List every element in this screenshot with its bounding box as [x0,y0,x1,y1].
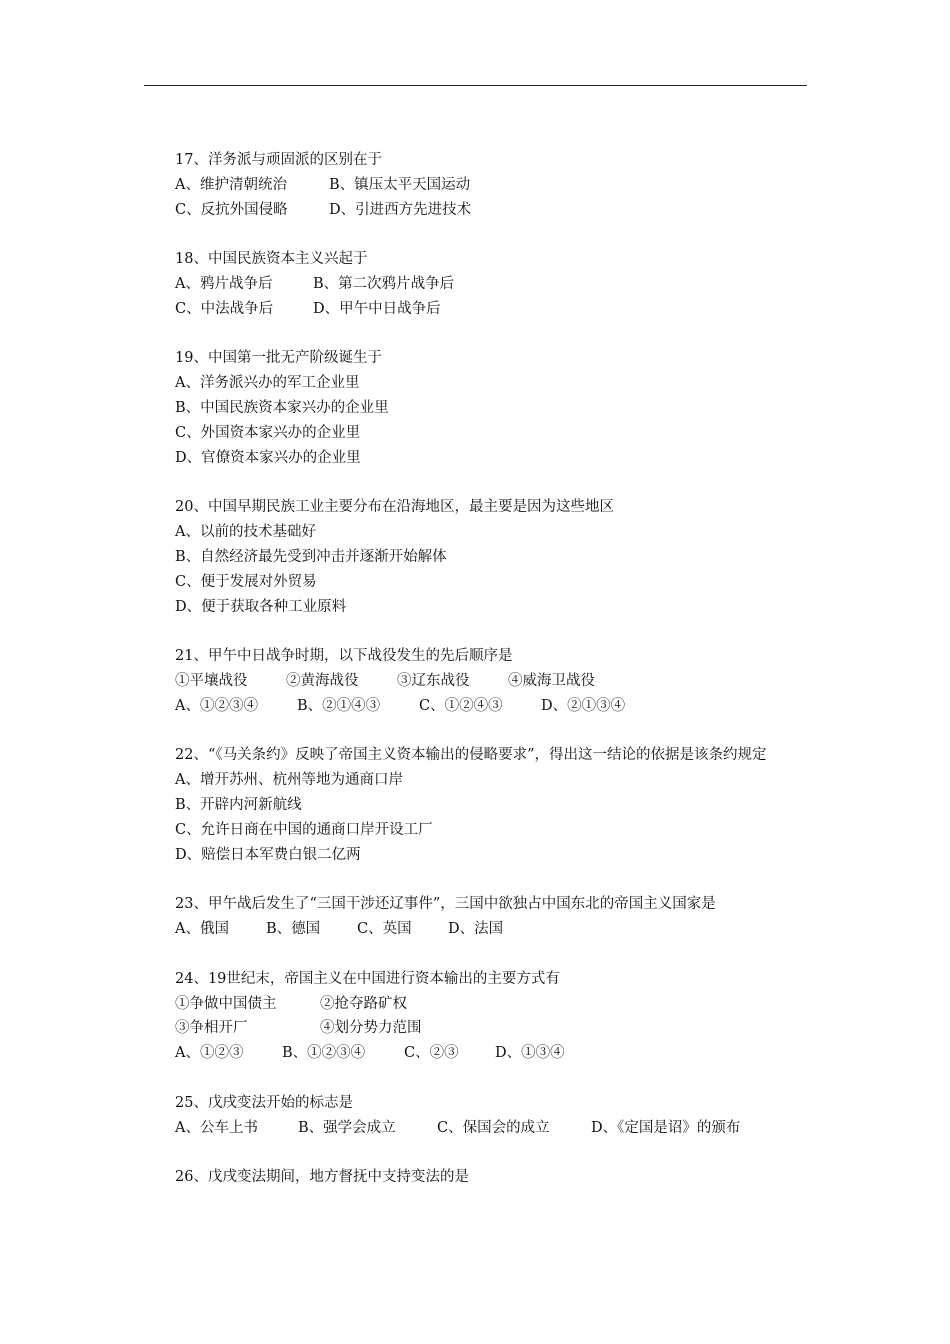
battle-3: ③辽东战役 [397,673,470,690]
question-stem: 20、中国早期民族工业主要分布在沿海地区，最主要是因为这些地区 [175,499,614,516]
item-row [144,1016,812,1041]
option-row [144,173,812,198]
option-c: C、中法战争后 [175,300,274,317]
option-b: B、第二次鸦片战争后 [313,276,455,293]
option-a: A、增开苏州、杭州等地为通商口岸 [175,772,403,789]
option-b: B、强学会成立 [298,1119,396,1136]
option-a: A、①②③ [175,1045,244,1062]
item-row [144,992,812,1017]
question-stem: 22、“《马关条约》反映了帝国主义资本输出的侵略要求”，得出这一结论的依据是该条约规定 [175,747,767,764]
option-c: C、保国会的成立 [437,1119,550,1136]
question-stem: 18、中国民族资本主义兴起于 [175,251,368,268]
item-4: ④划分势力范围 [320,1020,422,1037]
option-d: D、官僚资本家兴办的企业里 [175,449,361,466]
item-1: ①争做中国债主 [175,995,277,1012]
option-a: A、洋务派兴办的军工企业里 [175,375,360,392]
option-c: C、反抗外国侵略 [175,201,288,218]
option-d: D、引进西方先进技术 [329,201,472,218]
question-17 [144,148,812,223]
item-3: ③争相开厂 [175,1020,248,1037]
question-22 [144,743,812,867]
question-19 [144,346,812,470]
option-c: C、②③ [404,1045,459,1062]
option-row [144,297,812,322]
option-c: C、①②④③ [419,698,503,715]
option-c: C、英国 [357,921,412,938]
option-row [144,694,812,719]
option-b: B、开辟内河新航线 [175,797,302,814]
option-c: C、便于发展对外贸易 [175,573,317,590]
option-a: A、①②③④ [175,698,258,715]
option-b: B、②①④③ [297,698,381,715]
option-b: B、自然经济最先受到冲击并逐渐开始解体 [175,549,447,566]
battle-2: ②黄海战役 [286,673,359,690]
question-stem: 25、戊戌变法开始的标志是 [175,1094,353,1111]
option-d: D、法国 [448,921,504,938]
question-stem: 26、戊戌变法期间，地方督抚中支持变法的是 [175,1169,469,1186]
question-stem: 24、19世纪末，帝国主义在中国进行资本输出的主要方式有 [175,970,560,987]
question-20 [144,495,812,619]
option-a: A、鸦片战争后 [175,276,273,293]
option-row [144,272,812,297]
option-a: A、俄国 [175,921,229,938]
option-c: C、外国资本家兴办的企业里 [175,425,361,442]
battle-list-row [144,669,812,694]
option-row [144,1041,812,1066]
question-23 [144,892,812,942]
option-a: A、以前的技术基础好 [175,524,316,541]
option-a: A、维护清朝统治 [175,176,287,193]
question-list [144,148,812,1214]
option-row [144,1116,812,1141]
option-b: B、镇压太平天国运动 [329,176,471,193]
question-26 [144,1165,812,1190]
option-d: D、①③④ [495,1045,565,1062]
option-a: A、公车上书 [175,1119,258,1136]
option-d: D、赔偿日本军费白银二亿两 [175,847,361,863]
question-stem: 19、中国第一批无产阶级诞生于 [175,350,382,367]
option-d: D、甲午中日战争后 [313,300,441,317]
question-25 [144,1091,812,1141]
option-c: C、允许日商在中国的通商口岸开设工厂 [175,822,433,839]
question-stem: 23、甲午战后发生了“三国干涉还辽事件”，三国中欲独占中国东北的帝国主义国家是 [175,896,716,913]
option-b: B、①②③④ [282,1045,366,1062]
question-18 [144,247,812,322]
battle-4: ④威海卫战役 [508,673,595,690]
option-d: D、②①③④ [541,698,626,715]
question-stem: 17、洋务派与顽固派的区别在于 [175,152,382,168]
battle-1: ①平壤战役 [175,673,248,690]
option-b: B、德国 [266,921,321,938]
option-d: D、便于获取各种工业原料 [175,598,347,615]
option-d: D、《定国是诏》的颁布 [591,1119,741,1136]
question-stem: 21、甲午中日战争时期，以下战役发生的先后顺序是 [175,648,513,665]
question-21 [144,644,812,719]
option-b: B、中国民族资本家兴办的企业里 [175,400,389,417]
option-row [144,198,812,223]
item-2: ②抢夺路矿权 [320,995,407,1012]
option-row [144,917,812,942]
header-rule [144,85,807,86]
question-24 [144,967,812,1067]
